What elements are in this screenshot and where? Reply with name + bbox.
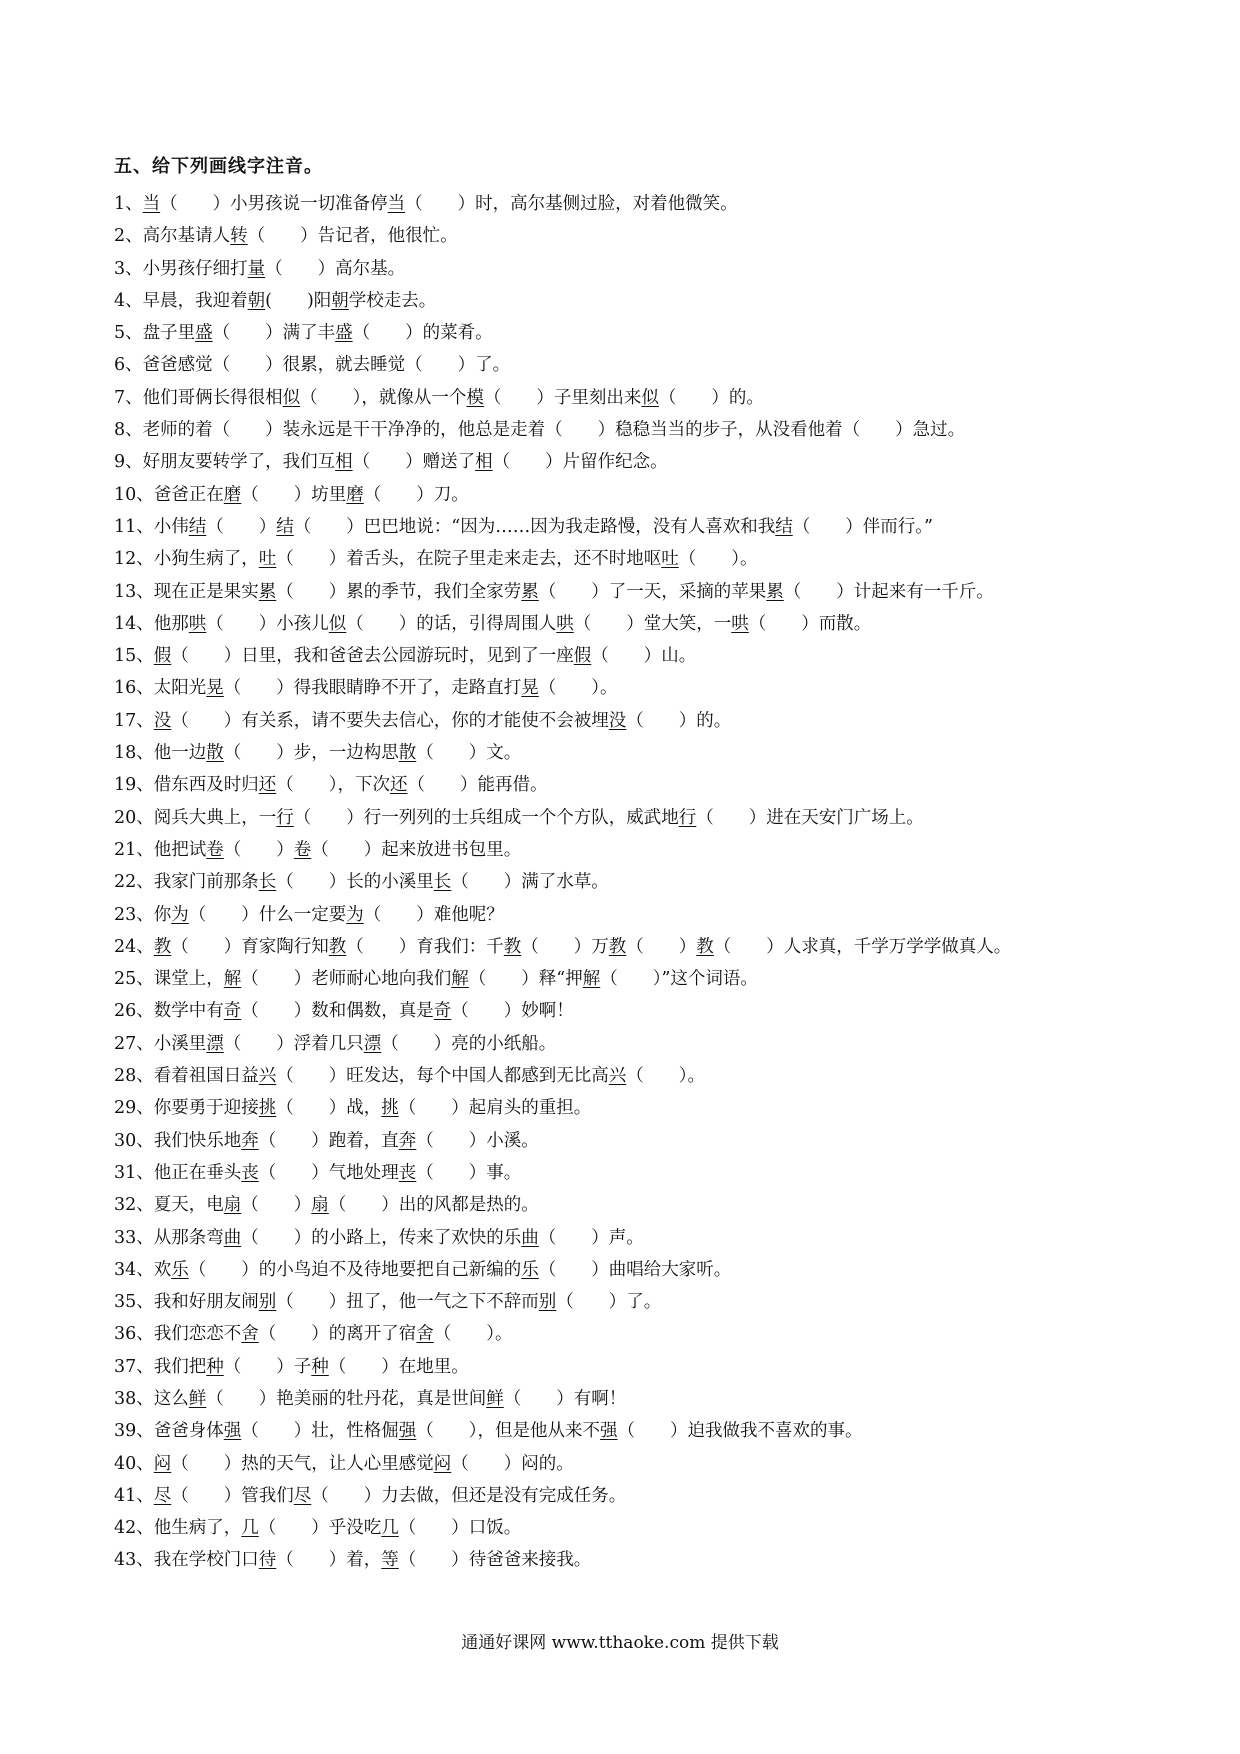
underlined-character: 漂 bbox=[363, 1033, 382, 1054]
underlined-character: 兴 bbox=[258, 1066, 277, 1087]
underlined-character: 教 bbox=[153, 936, 172, 957]
underlined-character: 假 bbox=[153, 646, 172, 667]
underlined-character: 当 bbox=[142, 194, 161, 214]
question-item: 41、尽（ ）管我们尽（ ）力去做，但还是没有完成任务。 bbox=[114, 1485, 627, 1506]
question-item: 30、我们快乐地奔（ ）跑着，直奔（ ）小溪。 bbox=[114, 1130, 539, 1151]
question-item: 7、他们哥俩长得很相似（ ），就像从一个模（ ）子里刻出来似（ ）的。 bbox=[114, 387, 764, 408]
underlined-character: 奇 bbox=[223, 1001, 242, 1022]
underlined-character: 曲 bbox=[223, 1227, 242, 1248]
underlined-character: 没 bbox=[153, 710, 172, 731]
question-item: 40、闷（ ）热的天气，让人心里感觉闷（ ）闷的。 bbox=[114, 1453, 574, 1474]
question-item: 38、这么鲜（ ）艳美丽的牡丹花，真是世间鲜（ ）有啊！ bbox=[114, 1388, 627, 1409]
underlined-character: 累 bbox=[521, 581, 539, 602]
underlined-character: 尽 bbox=[293, 1485, 312, 1506]
underlined-character: 朝 bbox=[247, 290, 266, 311]
question-item: 32、夏天，电扇（ ）扇（ ）出的风都是热的。 bbox=[114, 1195, 539, 1216]
underlined-character: 散 bbox=[398, 743, 417, 764]
underlined-character: 朝 bbox=[331, 290, 349, 311]
underlined-character: 转 bbox=[230, 226, 248, 247]
underlined-character: 结 bbox=[775, 516, 793, 537]
underlined-character: 尽 bbox=[153, 1485, 172, 1506]
underlined-character: 晃 bbox=[521, 678, 539, 699]
underlined-character: 哄 bbox=[556, 613, 574, 634]
underlined-character: 还 bbox=[390, 775, 408, 796]
underlined-character: 长 bbox=[433, 872, 452, 893]
underlined-character: 假 bbox=[573, 646, 592, 667]
underlined-character: 教 bbox=[328, 936, 347, 957]
underlined-character: 累 bbox=[258, 581, 277, 602]
underlined-character: 磨 bbox=[346, 484, 364, 505]
underlined-character: 磨 bbox=[223, 484, 242, 505]
section-heading: 五、给下列画线字注音。 bbox=[114, 156, 323, 177]
underlined-character: 强 bbox=[398, 1421, 417, 1442]
page-footer: 通通好课网 www.tthaoke.com 提供下载 bbox=[461, 1633, 779, 1653]
underlined-character: 曲 bbox=[521, 1227, 539, 1248]
underlined-character: 解 bbox=[451, 969, 469, 990]
underlined-character: 似 bbox=[282, 387, 301, 408]
underlined-character: 兴 bbox=[608, 1066, 627, 1087]
question-item: 31、他正在垂头丧（ ）气地处理丧（ ）事。 bbox=[114, 1162, 522, 1183]
question-item: 21、他把试卷（ ）卷（ ）起来放进书包里。 bbox=[114, 839, 522, 860]
underlined-character: 奔 bbox=[398, 1130, 417, 1151]
underlined-character: 丧 bbox=[398, 1162, 417, 1183]
question-item: 23、你为（ ）什么一定要为（ ）难他呢？ bbox=[114, 904, 504, 925]
underlined-character: 漂 bbox=[206, 1033, 224, 1054]
question-item: 26、数学中有奇（ ）数和偶数，真是奇（ ）妙啊！ bbox=[114, 1001, 574, 1022]
underlined-character: 闷 bbox=[433, 1453, 452, 1474]
underlined-character: 鲜 bbox=[486, 1388, 504, 1409]
question-item: 16、太阳光晃（ ）得我眼睛睁不开了，走路直打晃（ ）。 bbox=[114, 678, 618, 699]
underlined-character: 为 bbox=[346, 904, 364, 925]
underlined-character: 行 bbox=[678, 807, 697, 828]
underlined-character: 长 bbox=[258, 872, 277, 893]
underlined-character: 相 bbox=[335, 452, 353, 473]
question-item: 42、他生病了，几（ ）乎没吃几（ ）口饭。 bbox=[114, 1518, 522, 1539]
underlined-character: 卷 bbox=[206, 839, 224, 860]
underlined-character: 盛 bbox=[195, 323, 213, 344]
question-item: 28、看着祖国日益兴（ ）旺发达，每个中国人都感到无比高兴（ ）。 bbox=[114, 1066, 706, 1087]
underlined-character: 盛 bbox=[335, 323, 353, 344]
question-item: 2、高尔基请人转（ ）告记者，他很忙。 bbox=[114, 226, 458, 247]
question-item: 39、爸爸身体强（ ）壮，性格倔强（ ），但是他从来不强（ ）迫我做我不喜欢的事。 bbox=[114, 1421, 863, 1442]
underlined-character: 解 bbox=[582, 969, 601, 990]
question-item: 19、借东西及时归还（ ），下次还（ ）能再借。 bbox=[114, 775, 548, 796]
underlined-character: 别 bbox=[258, 1292, 277, 1313]
question-item: 29、你要勇于迎接挑（ ）战，挑（ ）起肩头的重担。 bbox=[114, 1098, 592, 1119]
underlined-character: 奇 bbox=[433, 1001, 452, 1022]
underlined-character: 几 bbox=[381, 1518, 399, 1539]
question-item: 18、他一边散（ ）步，一边构思散（ ）文。 bbox=[114, 743, 522, 764]
underlined-character: 待 bbox=[258, 1550, 277, 1571]
question-item: 37、我们把种（ ）子种（ ）在地里。 bbox=[114, 1356, 469, 1377]
question-item: 1、当（ ）小男孩说一切准备停当（ ）时，高尔基侧过脸，对着他微笑。 bbox=[114, 194, 738, 214]
question-item: 6、爸爸感觉（ ）很累，就去睡觉（ ）了。 bbox=[114, 355, 511, 376]
underlined-character: 教 bbox=[503, 936, 522, 957]
underlined-character: 似 bbox=[641, 387, 659, 408]
underlined-character: 吐 bbox=[661, 549, 679, 570]
question-item: 36、我们恋恋不舍（ ）的离开了宿舍（ ）。 bbox=[114, 1324, 513, 1345]
underlined-character: 哄 bbox=[731, 613, 749, 634]
underlined-character: 结 bbox=[276, 516, 294, 537]
underlined-character: 扇 bbox=[223, 1195, 242, 1216]
underlined-character: 似 bbox=[328, 613, 347, 634]
underlined-character: 鲜 bbox=[188, 1388, 207, 1409]
question-item: 5、盘子里盛（ ）满了丰盛（ ）的菜肴。 bbox=[114, 323, 493, 344]
underlined-character: 散 bbox=[206, 743, 224, 764]
underlined-character: 模 bbox=[466, 387, 484, 408]
underlined-character: 结 bbox=[188, 516, 207, 537]
underlined-character: 当 bbox=[387, 194, 406, 214]
question-item: 22、我家门前那条长（ ）长的小溪里长（ ）满了水草。 bbox=[114, 872, 609, 893]
underlined-character: 种 bbox=[206, 1356, 224, 1377]
underlined-character: 奔 bbox=[241, 1130, 259, 1151]
question-item: 43、我在学校门口待（ ）着，等（ ）待爸爸来接我。 bbox=[114, 1550, 592, 1571]
underlined-character: 挑 bbox=[258, 1098, 277, 1119]
question-item: 20、阅兵大典上，一行（ ）行一列列的士兵组成一个个方队，威武地行（ ）进在天安门广场上。 bbox=[114, 807, 924, 828]
underlined-character: 还 bbox=[258, 775, 277, 796]
underlined-character: 强 bbox=[600, 1421, 618, 1442]
underlined-character: 舍 bbox=[416, 1324, 434, 1345]
underlined-character: 解 bbox=[223, 969, 242, 990]
question-item: 9、好朋友要转学了，我们互相（ ）赠送了相（ ）片留作纪念。 bbox=[114, 452, 668, 473]
question-item: 3、小男孩仔细打量（ ）高尔基。 bbox=[114, 258, 406, 279]
underlined-character: 扇 bbox=[311, 1195, 329, 1216]
question-item: 10、爸爸正在磨（ ）坊里磨（ ）刀。 bbox=[114, 484, 469, 505]
underlined-character: 相 bbox=[475, 452, 493, 473]
question-item: 35、我和好朋友闹别（ ）扭了，他一气之下不辞而别（ ）了。 bbox=[114, 1292, 662, 1313]
underlined-character: 舍 bbox=[241, 1324, 259, 1345]
question-item: 33、从那条弯曲（ ）的小路上，传来了欢快的乐曲（ ）声。 bbox=[114, 1227, 644, 1248]
question-item: 12、小狗生病了，吐（ ）着舌头，在院子里走来走去，还不时地呕吐（ ）。 bbox=[114, 549, 758, 570]
underlined-character: 为 bbox=[171, 904, 189, 925]
underlined-character: 晃 bbox=[206, 678, 224, 699]
question-item: 8、老师的着（ ）装永远是干干净净的，他总是走着（ ）稳稳当当的步子，从没看他着（ ）急过。 bbox=[114, 420, 966, 441]
question-item: 27、小溪里漂（ ）浮着几只漂（ ）亮的小纸船。 bbox=[114, 1033, 557, 1054]
underlined-character: 丧 bbox=[241, 1162, 259, 1183]
question-item: 13、现在正是果实累（ ）累的季节，我们全家劳累（ ）了一天，采摘的苹果累（ ）计起来有一千斤。 bbox=[114, 581, 994, 602]
underlined-character: 几 bbox=[241, 1518, 259, 1539]
question-item: 17、没（ ）有关系，请不要失去信心，你的才能使不会被埋没（ ）的。 bbox=[114, 710, 732, 731]
underlined-character: 乐 bbox=[171, 1259, 189, 1280]
underlined-character: 量 bbox=[247, 258, 266, 279]
question-item: 14、他那哄（ ）小孩儿似（ ）的话，引得周围人哄（ ）堂大笑，一哄（ ）而散。 bbox=[114, 613, 872, 634]
underlined-character: 哄 bbox=[188, 613, 207, 634]
question-item: 4、早晨，我迎着朝( )阳朝学校走去。 bbox=[114, 290, 437, 311]
underlined-character: 累 bbox=[766, 581, 784, 602]
underlined-character: 教 bbox=[696, 936, 714, 957]
question-item: 25、课堂上，解（ ）老师耐心地向我们解（ ）释“押解（ ）”这个词语。 bbox=[114, 969, 758, 990]
question-item: 15、假（ ）日里，我和爸爸去公园游玩时，见到了一座假（ ）山。 bbox=[114, 646, 697, 667]
underlined-character: 闷 bbox=[153, 1453, 172, 1474]
underlined-character: 别 bbox=[538, 1292, 557, 1313]
underlined-character: 强 bbox=[223, 1421, 242, 1442]
underlined-character: 吐 bbox=[258, 549, 277, 570]
question-list bbox=[114, 188, 1204, 1577]
question-item: 24、教（ ）育家陶行知教（ ）育我们：千教（ ）万教（ ）教（ ）人求真，千学万学学做真人。 bbox=[114, 936, 1012, 957]
question-item: 34、欢乐（ ）的小鸟迫不及待地要把自己新编的乐（ ）曲唱给大家听。 bbox=[114, 1259, 732, 1280]
underlined-character: 乐 bbox=[521, 1259, 539, 1280]
underlined-character: 种 bbox=[311, 1356, 329, 1377]
underlined-character: 挑 bbox=[381, 1098, 399, 1119]
underlined-character: 没 bbox=[608, 710, 627, 731]
underlined-character: 教 bbox=[608, 936, 627, 957]
question-item: 11、小伟结（ ）结（ ）巴巴地说：“因为……因为我走路慢，没有人喜欢和我结（ ）伴而行。” bbox=[114, 516, 933, 537]
underlined-character: 行 bbox=[276, 807, 294, 828]
underlined-character: 等 bbox=[381, 1550, 399, 1571]
underlined-character: 卷 bbox=[293, 839, 312, 860]
